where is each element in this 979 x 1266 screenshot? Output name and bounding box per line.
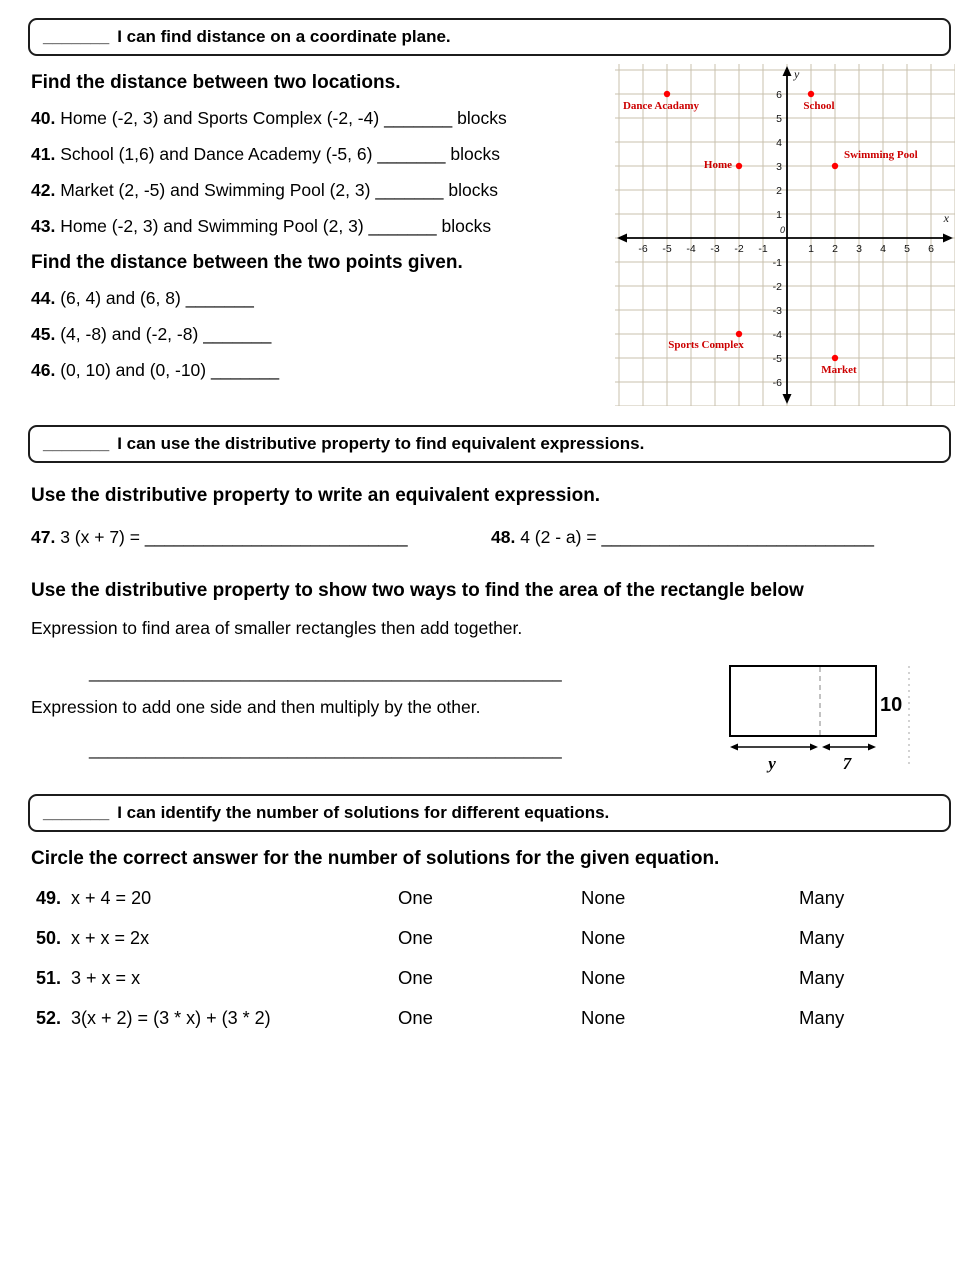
problem-number: 41.: [31, 144, 56, 164]
problem-48: [491, 527, 874, 548]
y-tick-label: 3: [776, 161, 782, 173]
option-many[interactable]: Many: [799, 1007, 845, 1028]
y-tick-label: -2: [772, 281, 782, 293]
y-tick-label: -1: [772, 257, 782, 269]
self-check-blank[interactable]: _______: [43, 27, 110, 46]
self-check-blank[interactable]: _______: [43, 803, 110, 822]
problem-49: [36, 888, 398, 909]
answer-blank[interactable]: _______: [384, 108, 453, 128]
answer-blank[interactable]: _______: [210, 360, 280, 380]
unit-label: blocks: [450, 144, 500, 164]
problem-42: [31, 180, 615, 201]
x-tick-label: -1: [758, 243, 768, 255]
problems-47-48: [31, 527, 951, 548]
equation-text: x + x = 2x: [71, 927, 150, 948]
coordinate-plane-figure: [615, 64, 955, 411]
option-none[interactable]: None: [581, 927, 626, 948]
problem-number: 47.: [31, 527, 56, 547]
heading-number-of-solutions: Circle the correct answer for the number of solutions for the given equation.: [31, 848, 720, 869]
problem-text: (6, 4) and (6, 8): [60, 288, 181, 308]
unit-label: blocks: [441, 216, 492, 236]
option-one[interactable]: One: [398, 887, 433, 908]
problem-51: [36, 968, 398, 989]
y-axis-label: y: [794, 67, 800, 81]
problem-46: [31, 360, 615, 381]
answer-blank[interactable]: _______: [368, 216, 437, 236]
problem-text: School (1,6) and Dance Academy (-5, 6): [60, 144, 373, 164]
instruction-add-rectangles: Expression to find area of smaller rectangles then add together.: [31, 618, 523, 638]
equation-text: 3(x + 2) = (3 * x) + (3 * 2): [71, 1007, 271, 1028]
option-many[interactable]: Many: [799, 927, 845, 948]
x-tick-label: 5: [904, 243, 910, 255]
problem-45: [31, 324, 615, 345]
problem-40: [31, 108, 615, 129]
y-tick-label: 1: [776, 209, 782, 221]
unit-label: blocks: [457, 108, 507, 128]
problem-number: 46.: [31, 360, 56, 380]
problem-41: [31, 144, 615, 165]
graph-point-label: School: [803, 100, 835, 112]
rectangle-diagram: [728, 663, 943, 775]
solutions-table: [28, 878, 951, 1038]
problem-number: 51.: [36, 967, 62, 988]
problem-number: 49.: [36, 887, 62, 908]
graph-point-label: Swimming Pool: [844, 149, 918, 161]
rect-height-label: 10: [880, 694, 903, 716]
y-tick-label: 4: [776, 137, 782, 149]
answer-blank[interactable]: _______: [203, 324, 272, 344]
self-check-blank[interactable]: _______: [43, 434, 110, 453]
answer-blank[interactable]: _______: [377, 144, 446, 164]
y-tick-label: -6: [772, 377, 782, 389]
origin-label: 0: [779, 225, 785, 235]
y-tick-label: -4: [772, 329, 782, 341]
arrowhead-icon: [868, 744, 876, 751]
y-tick-label: -5: [772, 353, 782, 365]
option-none[interactable]: None: [581, 887, 626, 908]
rectangle-outline: [730, 666, 876, 736]
problem-text: Home (-2, 3) and Swimming Pool (2, 3): [60, 216, 364, 236]
problem-47: [31, 527, 491, 548]
problem-43: [31, 216, 615, 237]
problem-number: 52.: [36, 1007, 62, 1028]
problem-text: 3 (x + 7) =: [60, 527, 140, 547]
problem-text: 4 (2 - a) =: [520, 527, 597, 547]
unit-label: blocks: [448, 180, 498, 200]
problem-number: 48.: [491, 527, 516, 547]
x-tick-label: 3: [856, 243, 862, 255]
option-one[interactable]: One: [398, 967, 433, 988]
y-tick-label: 6: [776, 89, 782, 101]
x-tick-label: -5: [662, 243, 672, 255]
rect-width-right-label: 7: [842, 754, 852, 773]
distributive-section: [28, 485, 951, 773]
option-none[interactable]: None: [581, 967, 626, 988]
problem-52: [36, 1008, 398, 1029]
i-can-box-distributive: [28, 425, 951, 463]
i-can-statement-distance: I can find distance on a coordinate plane.: [117, 27, 451, 46]
problem-number: 45.: [31, 324, 56, 344]
graph-point-label: Sports Complex: [668, 339, 744, 351]
problem-number: 50.: [36, 927, 62, 948]
x-tick-label: 6: [928, 243, 934, 255]
graph-point-label: Dance Acadamy: [622, 100, 700, 112]
heading-distance-locations: Find the distance between two locations.: [31, 72, 401, 93]
x-tick-label: 2: [832, 243, 838, 255]
x-axis-right-arrow-icon: [943, 234, 953, 243]
arrowhead-icon: [810, 744, 818, 751]
problem-text: (0, 10) and (0, -10): [60, 360, 207, 380]
arrowhead-icon: [822, 744, 830, 751]
graph-point: [808, 91, 814, 97]
graph-point-label: Market: [821, 364, 857, 376]
problem-text: Home (-2, 3) and Sports Complex (-2, -4): [60, 108, 380, 128]
answer-blank[interactable]: ____________________________: [601, 527, 874, 547]
option-none[interactable]: None: [581, 1007, 626, 1028]
distance-section: [28, 68, 951, 411]
heading-equivalent-expression: Use the distributive property to write an equivalent expression.: [31, 485, 601, 506]
rect-width-left-label: y: [768, 754, 776, 773]
x-tick-label: -6: [638, 243, 648, 255]
answer-blank-line[interactable]: __________________________________________________: [89, 740, 562, 759]
option-many[interactable]: Many: [799, 887, 845, 908]
equation-text: 3 + x = x: [71, 967, 141, 988]
problem-number: 44.: [31, 288, 56, 308]
problem-text: Market (2, -5) and Swimming Pool (2, 3): [60, 180, 371, 200]
answer-blank[interactable]: ___________________________: [144, 527, 408, 547]
problem-number: 42.: [31, 180, 56, 200]
x-tick-label: -2: [734, 243, 744, 255]
x-tick-label: -4: [686, 243, 696, 255]
i-can-box-solutions: [28, 794, 951, 832]
x-tick-label: 1: [808, 243, 814, 255]
x-tick-label: 4: [880, 243, 886, 255]
graph-point-label: Home: [703, 159, 732, 171]
option-one[interactable]: One: [398, 1007, 433, 1028]
answer-blank-line[interactable]: __________________________________________________: [89, 663, 562, 682]
heading-distance-points: Find the distance between the two points given.: [31, 252, 463, 273]
problem-number: 43.: [31, 216, 56, 236]
graph-point: [832, 163, 838, 169]
coordinate-plane: [615, 64, 955, 406]
y-axis-down-arrow-icon: [783, 394, 792, 404]
i-can-box-distance: [28, 18, 951, 56]
y-axis-up-arrow-icon: [783, 66, 792, 76]
answer-blank[interactable]: _______: [185, 288, 254, 308]
graph-point: [832, 355, 838, 361]
problem-text: (4, -8) and (-2, -8): [60, 324, 199, 344]
x-tick-label: -3: [710, 243, 720, 255]
distance-problems-column: [28, 68, 615, 411]
option-one[interactable]: One: [398, 927, 433, 948]
instruction-multiply-sides: Expression to add one side and then multiply by the other.: [31, 697, 481, 717]
i-can-statement-distributive: I can use the distributive property to find equivalent expressions.: [117, 434, 645, 453]
answer-blank[interactable]: _______: [375, 180, 444, 200]
y-tick-label: 2: [776, 185, 782, 197]
problem-44: [31, 288, 615, 309]
graph-point: [736, 163, 742, 169]
x-axis-label: x: [943, 211, 949, 225]
option-many[interactable]: Many: [799, 967, 845, 988]
problem-number: 40.: [31, 108, 56, 128]
y-tick-label: -3: [772, 305, 782, 317]
equation-text: x + 4 = 20: [71, 887, 152, 908]
graph-point: [664, 91, 670, 97]
arrowhead-icon: [730, 744, 738, 751]
problem-50: [36, 928, 398, 949]
heading-rectangle-area: Use the distributive property to show two ways to find the area of the rectangle below: [31, 580, 804, 601]
i-can-statement-solutions: I can identify the number of solutions for different equations.: [117, 803, 610, 822]
graph-point: [736, 331, 742, 337]
y-tick-label: 5: [776, 113, 782, 125]
